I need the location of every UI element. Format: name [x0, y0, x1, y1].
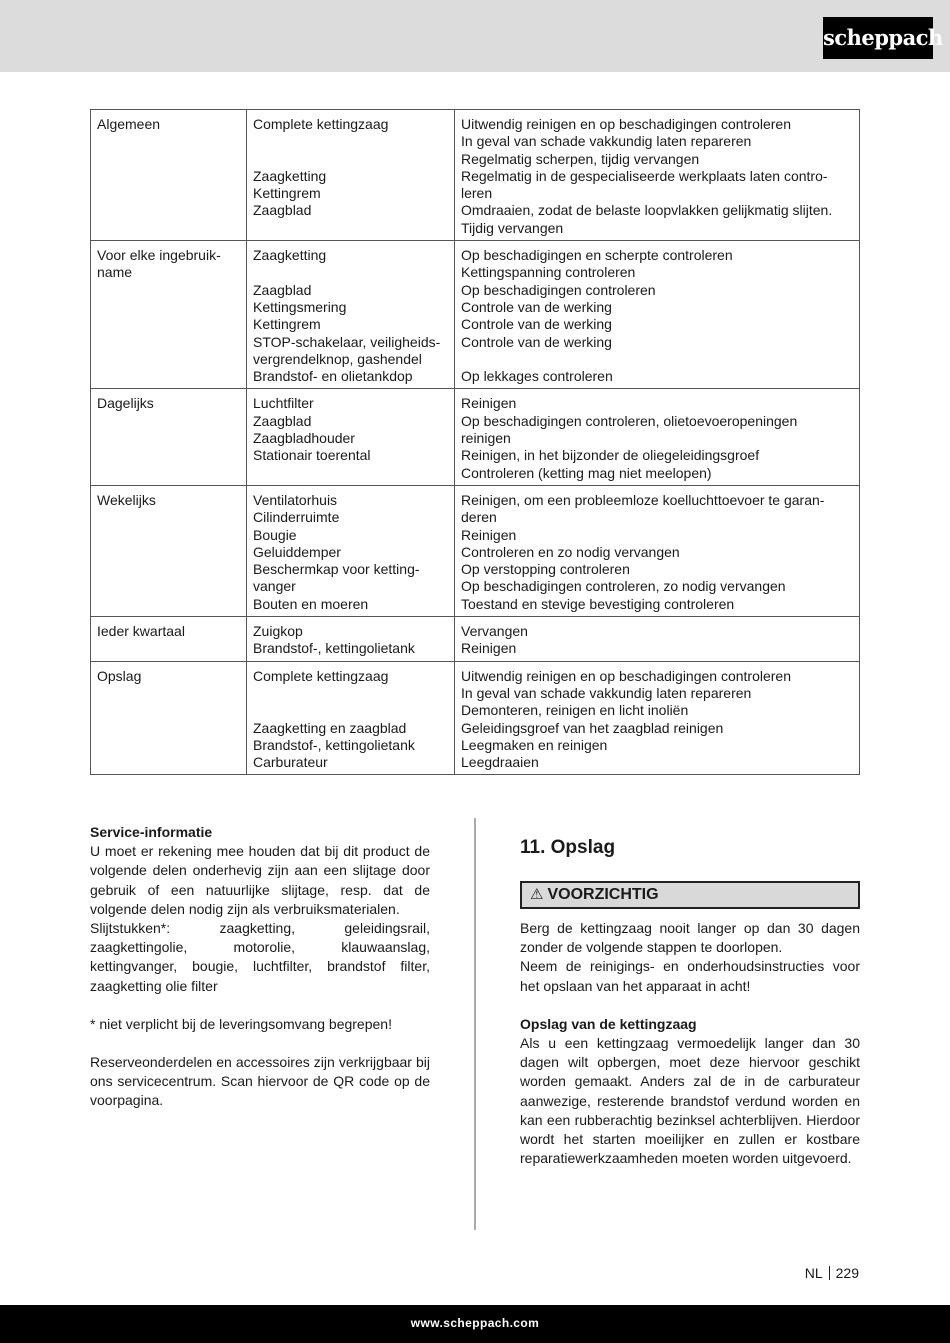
cell-line: Ventilatorhuis	[253, 491, 338, 508]
cell-line: Zaagketting en zaagblad	[253, 719, 407, 736]
header-band	[0, 0, 950, 72]
actions-cell	[455, 241, 860, 389]
footer-bar	[0, 1305, 950, 1343]
cell-line: Beschermkap voor ketting-	[253, 561, 420, 578]
page-number-value: 229	[835, 1265, 859, 1281]
actions-cell	[455, 485, 860, 616]
cell-line: Reinigen, om een probleemloze koelluchttoevoer te garan-	[461, 491, 825, 508]
cell-line: Zaagketting	[253, 167, 327, 184]
cell-line: Brandstof-, kettingolietank	[253, 640, 415, 657]
cell-line: Leegdraaien	[461, 754, 539, 771]
interval-cell	[91, 110, 247, 241]
table-row	[91, 485, 860, 616]
cell-line: Kettingspanning controleren	[461, 264, 636, 281]
cell-line: Bougie	[253, 526, 297, 543]
cell-line: Kettingsmering	[253, 298, 347, 315]
cell-line: Controle van de werking	[461, 316, 612, 333]
section-heading: 11. Opslag	[520, 837, 616, 858]
cell-line: Demonteren, reinigen en licht inoliën	[461, 702, 689, 719]
warning-box	[520, 881, 860, 909]
cell-line: Zaagblad	[253, 281, 312, 298]
cell-line: Geluiddemper	[253, 543, 341, 560]
website-url: www.scheppach.com	[410, 1316, 540, 1330]
cell-line: Carburateur	[253, 754, 328, 771]
warning-triangle-icon: ⚠	[530, 886, 544, 903]
cell-line: Dagelijks	[97, 395, 154, 412]
storage-subheading: Opslag van de kettingzaag	[520, 1015, 697, 1032]
cell-line: Zaagblad	[253, 412, 312, 429]
table-row	[91, 241, 860, 389]
cell-line: Reinigen	[461, 395, 517, 412]
cell-line: Kettingrem	[253, 185, 321, 202]
cell-line: leren	[461, 185, 493, 202]
cell-line: Op beschadigingen en scherpte controleren	[461, 247, 733, 264]
interval-cell	[91, 241, 247, 389]
brand-logo: scheppach	[823, 17, 933, 59]
cell-line: Leegmaken en reinigen	[461, 736, 608, 753]
cell-line	[253, 702, 448, 719]
column-divider	[474, 818, 476, 1230]
spare-parts-paragraph: Reserveonderdelen en accessoires zijn verkrijgbaar bij ons servicecentrum. Scan hiervoor de QR code op de voorpagina.	[90, 1054, 430, 1109]
cell-line: name	[97, 264, 133, 281]
cell-line: Zaagketting	[253, 247, 327, 264]
cell-line: Reinigen, in het bijzonder de oliegeleidingsgroef	[461, 447, 760, 464]
actions-cell	[455, 110, 860, 241]
wear-parts-paragraph: Slijtstukken*: zaagketting, geleidingsrail, zaagkettingolie, motorolie, klauwaanslag, kettingvanger, bougie, luchtfilter, brandstof filter, zaagketting olie filter	[90, 920, 430, 994]
cell-line: Bouten en moeren	[253, 595, 369, 612]
cell-line: Uitwendig reinigen en op beschadigingen controleren	[461, 116, 792, 132]
cell-line: Zuigkop	[253, 623, 303, 640]
storage-paragraph-2: Neem de reinigings- en onderhoudsinstructies voor het opslaan van het apparaat in acht!	[520, 958, 860, 994]
cell-line: Zaagblad	[253, 202, 312, 219]
cell-line: Controleren (ketting mag niet meelopen)	[461, 464, 712, 481]
cell-line: Brandstof- en olietankdop	[253, 368, 413, 385]
cell-line: Omdraaien, zodat de belaste loopvlakken gelijkmatig slijten.	[461, 202, 833, 219]
cell-line: Op verstopping controleren	[461, 561, 630, 578]
cell-line: Complete kettingzaag	[253, 116, 389, 132]
cell-line: Tijdig vervangen	[461, 219, 564, 236]
table-row	[91, 389, 860, 485]
table-row	[91, 661, 860, 775]
cell-line: Op beschadigingen controleren, zo nodig vervangen	[461, 578, 786, 595]
storage-section	[520, 835, 860, 1168]
warning-label: VOORZICHTIG	[547, 886, 659, 903]
cell-line: reinigen	[461, 430, 511, 447]
cell-line: Reinigen	[461, 526, 517, 543]
cell-line: Toestand en stevige bevestiging controleren	[461, 595, 735, 612]
cell-line: In geval van schade vakkundig laten repareren	[461, 133, 752, 150]
cell-line: Controle van de werking	[461, 298, 612, 315]
service-title: Service-informatie	[90, 824, 213, 840]
cell-line: vergrendelknop, gashendel	[253, 350, 422, 367]
table-row	[91, 110, 860, 241]
actions-cell	[455, 389, 860, 485]
cell-line: Reinigen	[461, 640, 517, 657]
parts-cell	[247, 110, 455, 241]
footnote: * niet verplicht bij de leveringsomvang begrepen!	[90, 1015, 392, 1032]
cell-line: Opslag	[97, 667, 142, 684]
cell-line: vanger	[253, 578, 296, 595]
cell-line: Regelmatig in de gespecialiseerde werkplaats laten contro-	[461, 167, 828, 184]
parts-cell	[247, 485, 455, 616]
maintenance-table	[90, 109, 860, 775]
interval-cell	[91, 389, 247, 485]
page-number	[805, 1264, 859, 1282]
cell-line: deren	[461, 509, 497, 526]
cell-line: Voor elke ingebruik-	[97, 247, 221, 264]
actions-cell	[455, 661, 860, 775]
storage-paragraph-1: Berg de kettingzaag nooit langer op dan 30 dagen zonder de volgende stappen te doorlopen.	[520, 920, 860, 956]
cell-line: Geleidingsgroef van het zaagblad reinigen	[461, 719, 724, 736]
cell-line: Kettingrem	[253, 316, 321, 333]
cell-line: Vervangen	[461, 623, 528, 640]
cell-line: Brandstof-, kettingolietank	[253, 736, 415, 753]
parts-cell	[247, 661, 455, 775]
cell-line	[253, 133, 448, 150]
cell-line	[253, 685, 448, 702]
actions-cell	[455, 617, 860, 662]
cell-line: STOP-schakelaar, veiligheids-	[253, 333, 441, 350]
cell-line: Stationair toerental	[253, 447, 371, 464]
interval-cell	[91, 617, 247, 662]
cell-line: Regelmatig scherpen, tijdig vervangen	[461, 150, 700, 167]
cell-line: Op lekkages controleren	[461, 368, 613, 385]
parts-cell	[247, 617, 455, 662]
cell-line: Ieder kwartaal	[97, 623, 185, 640]
cell-line: Luchtfilter	[253, 395, 314, 412]
parts-cell	[247, 241, 455, 389]
storage-paragraph-3: Als u een kettingzaag vermoedelijk langer dan 30 dagen wilt opbergen, moet deze hiervoor geschikt worden gemaakt. Anders zal de in de carburateur aanwezige, resterende brandstof verdund worden en kan een rubberachtig bezinksel achterblijven. Hierdoor wordt het starten moeilijker en zullen er kostbare reparatiewerkzaamheden moeten worden uitgevoerd.	[520, 1035, 860, 1167]
cell-line: In geval van schade vakkundig laten repareren	[461, 684, 752, 701]
interval-cell	[91, 661, 247, 775]
cell-line: Wekelijks	[97, 491, 156, 508]
cell-line	[461, 351, 853, 368]
cell-line	[253, 151, 448, 168]
cell-line: Controleren en zo nodig vervangen	[461, 543, 680, 560]
table-row	[91, 617, 860, 662]
parts-cell	[247, 389, 455, 485]
cell-line	[253, 264, 448, 281]
cell-line: Algemeen	[97, 116, 161, 132]
interval-cell	[91, 485, 247, 616]
cell-line: Op beschadigingen controleren, olietoevoeropeningen	[461, 412, 798, 429]
cell-line: Op beschadigingen controleren	[461, 281, 656, 298]
cell-line: Zaagbladhouder	[253, 430, 355, 447]
cell-line: Controle van de werking	[461, 333, 612, 350]
service-paragraph: U moet er rekening mee houden dat bij dit product de volgende delen onderhevig zijn aan een slijtage door gebruik of een natuurlijke slijtage, resp. dat de volgende delen nodig zijn als verbruiksmaterialen.	[90, 843, 430, 917]
cell-line: Complete kettingzaag	[253, 667, 389, 684]
cell-line: Cilinderruimte	[253, 509, 340, 526]
service-section	[90, 823, 430, 1111]
language-code: NL	[804, 1265, 823, 1281]
cell-line: Uitwendig reinigen en op beschadigingen controleren	[461, 667, 792, 684]
